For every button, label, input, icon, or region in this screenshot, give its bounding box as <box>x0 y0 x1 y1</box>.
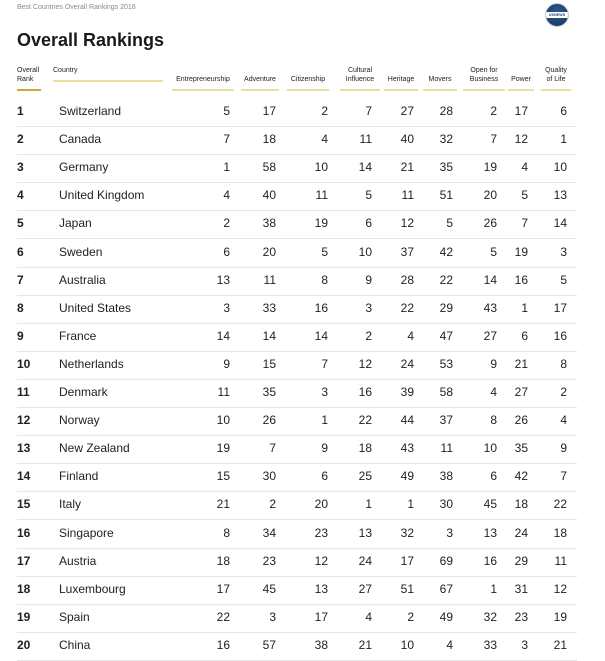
metric-value: 10 <box>553 160 567 175</box>
metric-value: 3 <box>446 525 453 540</box>
metric-value: 7 <box>321 356 328 371</box>
row-divider <box>17 491 577 492</box>
page-title: Overall Rankings <box>17 30 165 50</box>
metric-value: 7 <box>365 104 372 118</box>
rank-cell: 5 <box>17 216 24 231</box>
header-metric <box>340 66 380 87</box>
metric-value: 12 <box>400 216 414 231</box>
metric-value: 23 <box>314 525 328 540</box>
metric-value: 11 <box>359 132 372 147</box>
metric-value: 22 <box>439 272 453 287</box>
metric-value: 27 <box>400 104 414 118</box>
metric-value: 6 <box>321 469 328 484</box>
metric-value: 7 <box>223 132 230 147</box>
header-label-line: Business <box>469 76 499 83</box>
metric-value: 31 <box>514 581 528 596</box>
header-metric <box>423 75 457 87</box>
metric-value: 14 <box>216 328 230 343</box>
usnews-logo <box>545 3 569 27</box>
metric-value: 12 <box>514 132 528 147</box>
country-name: United Kingdom <box>59 188 145 203</box>
country-name: Sweden <box>59 244 103 259</box>
header-label-line: Overall <box>17 67 40 74</box>
metric-value: 20 <box>314 497 328 512</box>
header-country <box>53 66 163 78</box>
metric-value: 10 <box>483 441 497 456</box>
metric-value: 7 <box>560 469 567 484</box>
metric-value: 32 <box>483 609 497 624</box>
country-name: France <box>59 328 97 343</box>
header-overall-rank <box>17 66 41 87</box>
header-label-line: of Life <box>546 76 566 83</box>
row-divider <box>17 632 577 633</box>
metric-value: 3 <box>269 609 276 624</box>
row-divider <box>17 519 577 520</box>
metric-value: 9 <box>365 272 372 287</box>
metric-value: 17 <box>514 104 528 118</box>
metric-value: 34 <box>262 525 276 540</box>
row-divider <box>17 295 577 296</box>
metric-value: 37 <box>439 413 453 428</box>
metric-value: 6 <box>490 469 497 484</box>
metric-value: 2 <box>365 328 372 343</box>
metric-value: 2 <box>223 216 230 231</box>
rank-cell: 1 <box>17 104 24 118</box>
metric-value: 4 <box>560 413 567 428</box>
header-metric <box>508 75 534 87</box>
metric-value: 14 <box>314 328 328 343</box>
metric-value: 19 <box>553 609 567 624</box>
rank-cell: 16 <box>17 525 31 540</box>
metric-value: 3 <box>321 385 328 399</box>
metric-value: 17 <box>400 553 414 568</box>
metric-value: 35 <box>262 385 276 399</box>
row-divider <box>17 463 577 464</box>
rank-cell: 20 <box>17 637 31 652</box>
metric-value: 32 <box>400 525 414 540</box>
metric-value: 3 <box>521 637 528 652</box>
metric-value: 18 <box>553 525 567 540</box>
metric-value: 43 <box>400 441 414 456</box>
metric-value: 29 <box>514 553 528 568</box>
metric-value: 44 <box>400 413 414 428</box>
metric-value: 16 <box>553 328 567 343</box>
metric-value: 49 <box>400 469 414 484</box>
header-label-line: Rank <box>17 76 34 83</box>
rank-cell: 14 <box>17 469 31 484</box>
country-name: Switzerland <box>59 104 122 118</box>
header-metric <box>541 66 571 87</box>
logo-text: USNEWS <box>546 12 568 18</box>
metric-value: 22 <box>358 413 372 428</box>
metric-value: 19 <box>314 216 328 231</box>
metric-value: 1 <box>490 581 497 596</box>
metric-value: 27 <box>358 581 372 596</box>
rank-cell: 11 <box>17 385 30 399</box>
metric-value: 30 <box>262 469 276 484</box>
country-name: Italy <box>59 497 82 512</box>
metric-value: 13 <box>216 272 230 287</box>
metric-value: 39 <box>400 385 414 399</box>
metric-value: 8 <box>321 272 328 287</box>
row-divider <box>17 548 577 549</box>
metric-value: 53 <box>439 356 453 371</box>
metric-value: 24 <box>514 525 528 540</box>
metric-value: 13 <box>483 525 497 540</box>
report-subtitle: Best Countries Overall Rankings 2018 <box>17 4 136 11</box>
row-divider <box>17 351 577 352</box>
metric-value: 45 <box>262 581 276 596</box>
metric-value: 1 <box>321 413 328 428</box>
metric-value: 8 <box>490 413 497 428</box>
row-divider <box>17 126 577 127</box>
row-divider <box>17 267 577 268</box>
metric-value: 35 <box>514 441 528 456</box>
country-name: Spain <box>59 609 90 624</box>
header-metric <box>172 75 234 87</box>
metric-value: 21 <box>400 160 414 175</box>
metric-value: 43 <box>483 300 497 315</box>
rank-cell: 12 <box>17 413 31 428</box>
metric-value: 10 <box>314 160 328 175</box>
metric-value: 51 <box>400 581 414 596</box>
metric-value: 16 <box>483 553 497 568</box>
metric-value: 18 <box>514 497 528 512</box>
metric-value: 12 <box>358 356 372 371</box>
country-name: China <box>59 637 91 652</box>
metric-value: 18 <box>262 132 276 147</box>
rank-cell: 4 <box>17 188 24 203</box>
metric-value: 29 <box>439 300 453 315</box>
metric-value: 8 <box>223 525 230 540</box>
metric-value: 2 <box>407 609 414 624</box>
rank-cell: 10 <box>17 356 31 371</box>
metric-value: 2 <box>490 104 497 118</box>
metric-value: 19 <box>514 244 528 259</box>
metric-value: 1 <box>521 300 528 315</box>
metric-value: 58 <box>262 160 276 175</box>
metric-value: 17 <box>314 609 328 624</box>
rank-cell: 17 <box>17 553 31 568</box>
metric-value: 14 <box>358 160 372 175</box>
metric-value: 57 <box>262 637 276 652</box>
rank-cell: 18 <box>17 581 31 596</box>
metric-value: 17 <box>216 581 230 596</box>
country-name: Finland <box>59 469 99 484</box>
metric-value: 11 <box>217 385 230 399</box>
row-divider <box>17 379 577 380</box>
row-divider <box>17 576 577 577</box>
metric-value: 16 <box>314 300 328 315</box>
metric-value: 6 <box>560 104 567 118</box>
rank-cell: 2 <box>17 132 24 147</box>
metric-value: 7 <box>490 132 497 147</box>
metric-value: 30 <box>439 497 453 512</box>
metric-value: 6 <box>521 328 528 343</box>
country-name: Japan <box>59 216 92 231</box>
metric-value: 37 <box>400 244 414 259</box>
metric-value: 21 <box>553 637 567 652</box>
metric-value: 26 <box>262 413 276 428</box>
metric-value: 26 <box>483 216 497 231</box>
metric-value: 3 <box>365 300 372 315</box>
metric-value: 42 <box>514 469 528 484</box>
metric-value: 67 <box>439 581 453 596</box>
rank-cell: 3 <box>17 160 24 175</box>
header-label-line: Open for <box>470 67 498 74</box>
metric-value: 1 <box>223 160 230 175</box>
country-name: Singapore <box>59 525 114 540</box>
metric-value: 12 <box>314 553 328 568</box>
metric-value: 4 <box>521 160 528 175</box>
rank-cell: 9 <box>17 328 24 343</box>
rank-cell: 15 <box>17 497 31 512</box>
metric-value: 2 <box>560 385 567 399</box>
metric-value: 18 <box>216 553 230 568</box>
metric-value: 27 <box>514 385 528 399</box>
metric-value: 4 <box>407 328 414 343</box>
country-name: Canada <box>59 132 102 147</box>
metric-value: 13 <box>553 188 567 203</box>
row-divider <box>17 154 577 155</box>
metric-value: 21 <box>216 497 230 512</box>
metric-value: 69 <box>439 553 453 568</box>
metric-value: 58 <box>439 385 453 399</box>
rank-cell: 7 <box>17 272 24 287</box>
rank-cell: 13 <box>17 441 31 456</box>
metric-value: 20 <box>483 188 497 203</box>
metric-value: 33 <box>262 300 276 315</box>
country-name: Austria <box>59 553 97 568</box>
metric-value: 13 <box>358 525 372 540</box>
metric-value: 19 <box>216 441 230 456</box>
metric-value: 7 <box>521 216 528 231</box>
metric-value: 40 <box>400 132 414 147</box>
metric-value: 23 <box>514 609 528 624</box>
metric-value: 10 <box>216 413 230 428</box>
header-label-line: Entrepreneurship <box>176 76 230 83</box>
metric-value: 11 <box>315 188 328 203</box>
header-label-line: Influence <box>345 76 375 83</box>
metric-value: 5 <box>365 188 372 203</box>
country-name: Australia <box>59 272 106 287</box>
metric-value: 18 <box>358 441 372 456</box>
country-name: Denmark <box>59 385 108 399</box>
header-label-line: Citizenship <box>290 76 326 83</box>
metric-value: 4 <box>321 132 328 147</box>
metric-value: 15 <box>262 356 276 371</box>
metric-value: 11 <box>440 441 453 456</box>
metric-value: 17 <box>553 300 567 315</box>
metric-value: 27 <box>483 328 497 343</box>
metric-value: 3 <box>560 244 567 259</box>
metric-value: 40 <box>262 188 276 203</box>
metric-value: 5 <box>521 188 528 203</box>
metric-value: 6 <box>223 244 230 259</box>
metric-value: 6 <box>365 216 372 231</box>
header-label-line: Power <box>511 76 531 83</box>
header-metric <box>287 75 329 87</box>
header-label-line: Movers <box>428 76 452 83</box>
metric-value: 11 <box>554 553 567 568</box>
metric-value: 1 <box>560 132 567 147</box>
metric-value: 9 <box>321 441 328 456</box>
metric-value: 13 <box>314 581 328 596</box>
country-name: United States <box>59 300 132 315</box>
metric-value: 21 <box>358 637 372 652</box>
country-name: Netherlands <box>59 356 124 371</box>
rank-cell: 8 <box>17 300 24 315</box>
metric-value: 38 <box>262 216 276 231</box>
metric-value: 47 <box>439 328 453 343</box>
row-divider <box>17 604 577 605</box>
country-name: Germany <box>59 160 109 175</box>
header-metric <box>463 66 505 87</box>
metric-value: 2 <box>321 104 328 118</box>
metric-value: 23 <box>262 553 276 568</box>
row-divider <box>17 210 577 211</box>
metric-value: 22 <box>553 497 567 512</box>
header-label-line: Cultural <box>347 67 373 74</box>
metric-value: 45 <box>483 497 497 512</box>
metric-value: 1 <box>407 497 414 512</box>
metric-value: 1 <box>365 497 372 512</box>
metric-value: 14 <box>262 328 276 343</box>
metric-value: 5 <box>560 272 567 287</box>
metric-value: 17 <box>262 104 276 118</box>
row-divider <box>17 435 577 436</box>
metric-value: 4 <box>446 637 453 652</box>
metric-value: 49 <box>439 609 453 624</box>
row-divider <box>17 323 577 324</box>
header-metric <box>384 75 418 87</box>
header-label-line: Country <box>53 67 78 74</box>
metric-value: 26 <box>514 413 528 428</box>
metric-value: 51 <box>439 188 453 203</box>
metric-value: 24 <box>400 356 414 371</box>
rank-cell: 6 <box>17 244 24 259</box>
metric-value: 10 <box>400 637 414 652</box>
metric-value: 19 <box>483 160 497 175</box>
header-label-line: Adventure <box>244 76 276 83</box>
metric-value: 28 <box>400 272 414 287</box>
metric-value: 4 <box>223 188 230 203</box>
metric-value: 16 <box>514 272 528 287</box>
header-label-line: Quality <box>545 67 567 74</box>
metric-value: 24 <box>358 553 372 568</box>
metric-value: 22 <box>216 609 230 624</box>
country-name: Luxembourg <box>59 581 126 596</box>
metric-value: 42 <box>439 244 453 259</box>
metric-value: 15 <box>216 469 230 484</box>
header-metric <box>241 75 279 87</box>
metric-value: 5 <box>490 244 497 259</box>
metric-value: 38 <box>439 469 453 484</box>
metric-value: 9 <box>560 441 567 456</box>
metric-value: 25 <box>358 469 372 484</box>
metric-value: 14 <box>553 216 567 231</box>
metric-value: 21 <box>514 356 528 371</box>
metric-value: 35 <box>439 160 453 175</box>
metric-value: 16 <box>358 385 372 399</box>
metric-value: 38 <box>314 637 328 652</box>
metric-value: 9 <box>223 356 230 371</box>
header-label-line: Heritage <box>387 76 415 83</box>
metric-value: 8 <box>560 356 567 371</box>
metric-value: 32 <box>439 132 453 147</box>
metric-value: 12 <box>553 581 567 596</box>
metric-value: 7 <box>269 441 276 456</box>
metric-value: 14 <box>483 272 497 287</box>
metric-value: 16 <box>216 637 230 652</box>
metric-value: 11 <box>401 188 414 203</box>
metric-value: 4 <box>490 385 497 399</box>
metric-value: 4 <box>365 609 372 624</box>
metric-value: 9 <box>490 356 497 371</box>
metric-value: 5 <box>321 244 328 259</box>
metric-value: 2 <box>269 497 276 512</box>
metric-value: 5 <box>223 104 230 118</box>
metric-value: 5 <box>446 216 453 231</box>
row-divider <box>17 238 577 239</box>
metric-value: 11 <box>263 272 276 287</box>
metric-value: 22 <box>400 300 414 315</box>
metric-value: 3 <box>223 300 230 315</box>
metric-value: 33 <box>483 637 497 652</box>
metric-value: 20 <box>262 244 276 259</box>
row-divider <box>17 182 577 183</box>
metric-value: 28 <box>439 104 453 118</box>
rank-cell: 19 <box>17 609 31 624</box>
country-name: Norway <box>59 413 100 428</box>
metric-value: 10 <box>358 244 372 259</box>
country-name: New Zealand <box>59 441 130 456</box>
row-divider <box>17 407 577 408</box>
